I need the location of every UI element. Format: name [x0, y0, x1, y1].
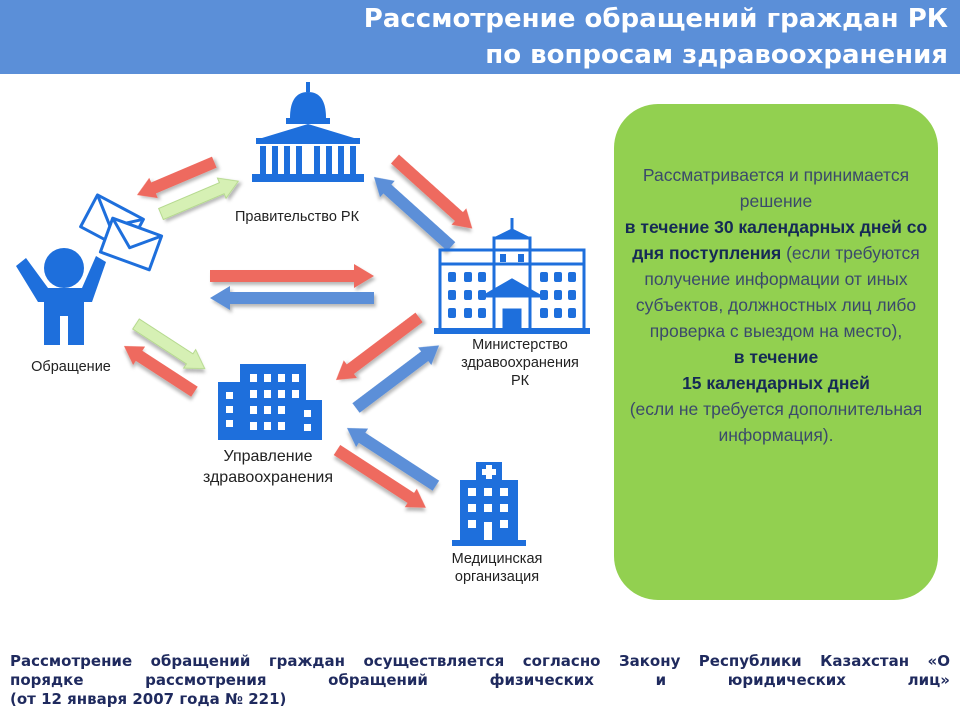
info-text-3: (если не требуется дополнительная информация).: [629, 399, 923, 445]
arrow-citizen-to-department: [130, 315, 211, 378]
arrow-ministry-to-citizen: [210, 286, 374, 310]
flow-diagram: [0, 74, 600, 614]
footer-word: «О: [927, 652, 950, 670]
info-box: [614, 104, 938, 600]
info-text-2: (если требуются получение информации от иных субъектов, должностных лиц либо проверка с выездом на место),: [635, 243, 920, 341]
footer-word: обращений: [150, 652, 251, 670]
info-bold-1: в течение 30 календарных дней со дня поступления: [624, 217, 928, 263]
ministry-building-icon: [434, 218, 590, 334]
arrow-department-to-ministry: [349, 337, 445, 417]
footer-word: физических: [489, 671, 594, 689]
footer-word: и: [655, 671, 667, 689]
footer-word: граждан: [268, 652, 346, 670]
page-title-line-1: Рассмотрение обращений граждан РК: [363, 4, 948, 34]
hospital-icon: [452, 462, 526, 546]
medical-label: [422, 550, 572, 586]
footer-line-1: [10, 652, 950, 671]
footer-line-2: [10, 671, 950, 690]
ministry-label: [440, 336, 600, 390]
footer-word: Рассмотрение: [10, 652, 133, 670]
department-label-line-2: здравоохранения: [202, 469, 334, 486]
footer-word: согласно: [522, 652, 601, 670]
info-text-1: Рассматривается и принимается решение: [642, 165, 910, 211]
ministry-label-line-3: РК: [510, 373, 530, 389]
footer-word: обращений: [328, 671, 428, 689]
capitol-building-icon: [252, 82, 364, 182]
arrow-citizen-to-ministry: [210, 264, 374, 288]
footer-word: рассмотрения: [145, 671, 267, 689]
footer-word: Республики: [698, 652, 802, 670]
envelopes-icon: [81, 195, 162, 270]
footer-word: осуществляется: [363, 652, 505, 670]
medical-label-line-2: организация: [454, 569, 540, 585]
footer-word: Казахстан: [820, 652, 910, 670]
department-label-line-1: Управление: [223, 448, 313, 465]
footer-word: лиц»: [907, 671, 950, 689]
medical-label-line-1: Медицинская: [451, 551, 543, 567]
footer-note: [10, 652, 950, 709]
government-label: Правительство РК: [234, 209, 360, 225]
ministry-label-line-2: здравоохранения: [461, 355, 579, 371]
footer-line-3: (от 12 января 2007 года № 221): [10, 690, 287, 708]
footer-word: Закону: [618, 652, 681, 670]
department-label: [180, 446, 356, 488]
ministry-label-line-1: Министерство: [472, 337, 568, 353]
footer-word: юридических: [727, 671, 846, 689]
footer-word: порядке: [10, 671, 84, 689]
citizen-label: Обращение: [31, 359, 111, 375]
page-title-line-2: по вопросам здравоохранения: [485, 40, 948, 70]
info-bold-2a: в течение: [733, 347, 819, 367]
header-bar: [0, 0, 960, 74]
arrow-ministry-to-department: [329, 309, 425, 389]
person-raising-arms-icon: [16, 248, 106, 345]
info-bold-2b: 15 календарных дней: [682, 373, 870, 393]
info-text: [614, 162, 938, 448]
office-building-icon: [218, 364, 322, 440]
